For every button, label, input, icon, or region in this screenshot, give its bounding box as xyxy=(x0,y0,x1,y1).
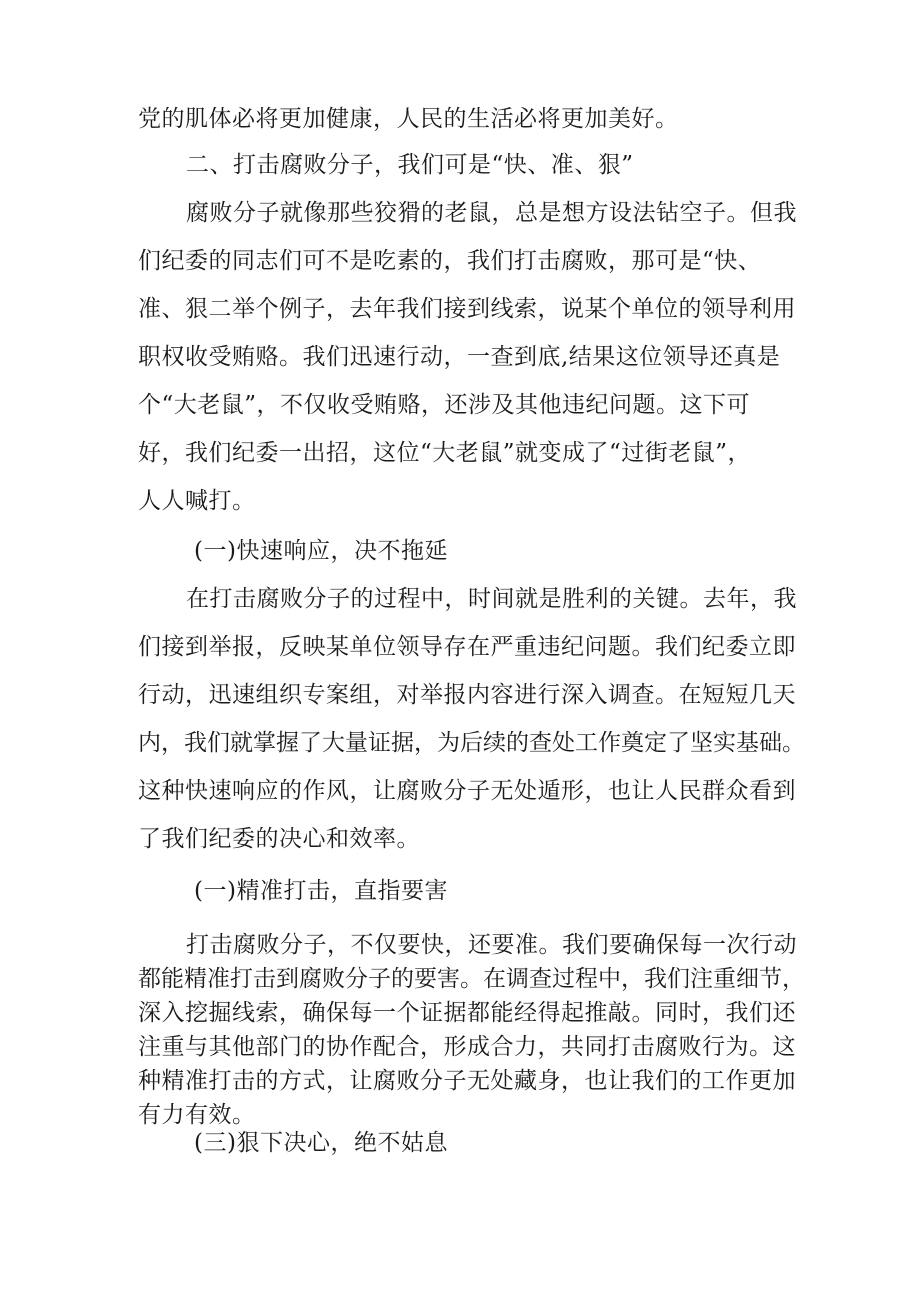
paragraph-line: 职权收受贿赂。我们迅速行动，一查到底,结果这位领导还真是 xyxy=(138,344,781,370)
paragraph-line: 内，我们就掌握了大量证据，为后续的查处工作奠定了坚实基础。 xyxy=(138,730,805,756)
section-heading: 二、打击腐败分子，我们可是“快、准、狠” xyxy=(186,152,634,178)
paragraph-line: 好，我们纪委一出招，这位“大老鼠”就变成了“过街老鼠”， xyxy=(138,440,752,466)
paragraph-line: 都能精准打击到腐败分子的要害。在调查过程中，我们注重细节， xyxy=(138,966,805,992)
subsection-heading: (一)快速响应，决不拖延 xyxy=(194,538,448,564)
paragraph-line: 腐败分子就像那些狡猾的老鼠，总是想方设法钻空子。但我 xyxy=(186,200,797,226)
paragraph-line: 打击腐败分子，不仅要快，还要准。我们要确保每一次行动 xyxy=(186,932,797,958)
paragraph-line: 这种快速响应的作风，让腐败分子无处遁形，也让人民群众看到 xyxy=(138,778,796,804)
subsection-heading: (一)精准打击，直指要害 xyxy=(194,878,448,904)
paragraph-line: 个“大老鼠”，不仅收受贿赂，还涉及其他违纪问题。这下可 xyxy=(138,392,751,418)
paragraph-line: 党的肌体必将更加健康，人民的生活必将更加美好。 xyxy=(138,106,679,132)
paragraph-line: 人人喊打。 xyxy=(138,488,256,514)
paragraph-line: 有力有效。 xyxy=(138,1102,256,1128)
paragraph-line: 种精准打击的方式，让腐败分子无处藏身，也让我们的工作更加 xyxy=(138,1068,796,1094)
paragraph-line: 行动，迅速组织专案组，对举报内容进行深入调查。在短短几天 xyxy=(138,682,796,708)
subsection-heading: (三)狠下决心，绝不姑息 xyxy=(194,1130,448,1156)
paragraph-line: 注重与其他部门的协作配合，形成合力，共同打击腐败行为。这 xyxy=(138,1034,796,1060)
paragraph-line: 们接到举报，反映某单位领导存在严重违纪问题。我们纪委立即 xyxy=(138,634,796,660)
paragraph-line: 准、狠二举个例子，去年我们接到线索，说某个单位的领导利用 xyxy=(138,296,796,322)
paragraph-line: 在打击腐败分子的过程中，时间就是胜利的关键。去年，我 xyxy=(186,586,797,612)
paragraph-line: 了我们纪委的决心和效率。 xyxy=(138,826,420,852)
paragraph-line: 深入挖掘线索，确保每一个证据都能经得起推敲。同时，我们还 xyxy=(138,1000,796,1026)
paragraph-line: 们纪委的同志们可不是吃素的，我们打击腐败，那可是“快、 xyxy=(138,248,762,274)
